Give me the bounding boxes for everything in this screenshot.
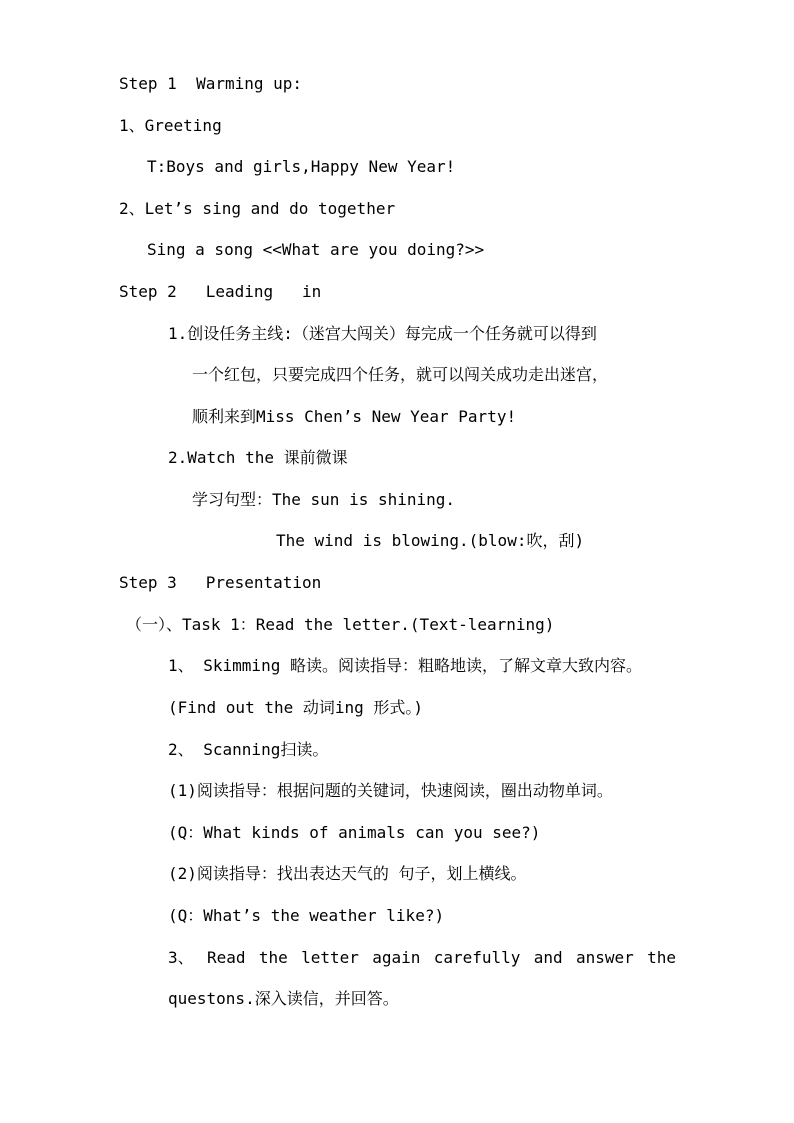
read-again-word: and: [533, 948, 563, 967]
step-1-heading: Step 1 Warming up:: [119, 74, 303, 93]
leading-point-1-line-2: 一个红包，只要完成四个任务，就可以闯关成功走出迷宫，: [192, 365, 609, 384]
read-again-line-2: questons.深入读信，并回答。: [168, 989, 399, 1008]
read-again-word: Read: [206, 948, 246, 967]
read-again-word: 3、: [168, 948, 194, 967]
sentence-pattern-1: 学习句型：The sun is shining.: [192, 490, 456, 509]
read-again-word: again: [372, 948, 421, 967]
sing-song-line: Sing a song <<What are you doing?>>: [147, 240, 485, 259]
leading-point-1-line-3: 顺利来到Miss Chen’s New Year Party!: [192, 407, 517, 426]
skimming-find-line: (Find out the 动词ing 形式。): [168, 698, 424, 717]
read-again-word: the: [258, 948, 288, 967]
read-again-line-1: [168, 948, 676, 968]
step-2-heading: Step 2 Leading in: [119, 282, 322, 301]
sing-item: 2、Let’s sing and do together: [119, 199, 396, 218]
read-again-word: answer: [575, 948, 634, 967]
greeting-line: T:Boys and girls,Happy New Year!: [147, 157, 456, 176]
scanning-guide-1: (1)阅读指导：根据问题的关键词，快速阅读，圈出动物单词。: [168, 781, 613, 800]
greeting-item: 1、Greeting: [119, 116, 222, 135]
sentence-pattern-2: The wind is blowing.(blow:吹，刮): [276, 531, 585, 550]
read-again-word: carefully: [433, 948, 521, 967]
scanning-question-1: (Q：What kinds of animals can you see?): [168, 823, 541, 842]
step-3-heading: Step 3 Presentation: [119, 573, 322, 592]
skimming-line: 1、 Skimming 略读。阅读指导：粗略地读，了解文章大致内容。: [168, 656, 642, 675]
scanning-question-2: (Q：What’s the weather like?): [168, 906, 445, 925]
read-again-word: the: [647, 948, 676, 967]
scanning-line: 2、 Scanning扫读。: [168, 740, 329, 759]
task-1-heading: （一）、Task 1：Read the letter.(Text-learning): [126, 615, 555, 634]
leading-point-1-line-1: 1.创设任务主线:（迷宫大闯关）每完成一个任务就可以得到: [168, 324, 597, 343]
scanning-guide-2: (2)阅读指导：找出表达天气的 句子，划上横线。: [168, 864, 527, 883]
leading-point-2: 2.Watch the 课前微课: [168, 448, 348, 467]
read-again-word: letter: [301, 948, 359, 967]
